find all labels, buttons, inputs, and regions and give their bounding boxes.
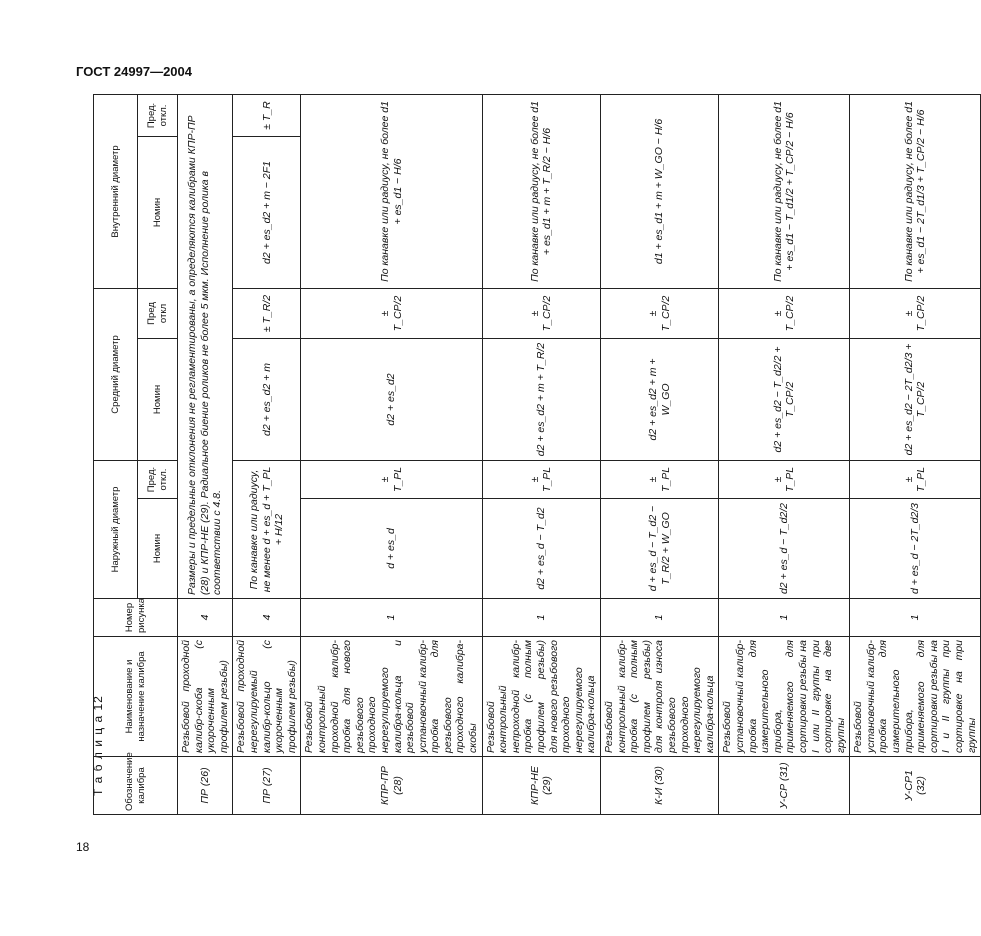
col-inner: Внутренний диаметр xyxy=(94,94,138,288)
cell-inner-nom: По канавке или радиусу, не более d1 + es_d1 − H/6 xyxy=(301,94,482,288)
cell-name: Резьбовой проходной калибр-скоба (с укороченным профилем резьбы) xyxy=(178,637,233,757)
cell-mid-tol: ± T_CP/2 xyxy=(301,288,482,338)
document-header: ГОСТ 24997—2004 xyxy=(76,64,192,79)
gauge-table xyxy=(93,94,981,815)
cell-inner-tol: ± T_R xyxy=(233,94,301,136)
cell-outer-tol: ± T_PL xyxy=(482,460,600,498)
header-row-1 xyxy=(94,94,138,814)
table-caption: Т а б л и ц а 12 xyxy=(91,695,105,796)
col-inner-nom: Номин xyxy=(138,136,178,288)
table-row xyxy=(233,94,301,814)
cell-inner-nom: d2 + es_d2 + m − 2F1 xyxy=(233,136,301,288)
col-figure: Номер рисунка xyxy=(94,599,178,637)
cell-designation: К-И (30) xyxy=(601,757,719,815)
cell-outer-nom: d2 + es_d − T_d2 xyxy=(482,499,600,599)
col-name: Наименование и назначение калибра xyxy=(94,637,178,757)
cell-mid-nom: d2 + es_d2 + m xyxy=(233,338,301,460)
col-outer-tol: Пред. откл. xyxy=(138,460,178,498)
col-middle: Средний диаметр xyxy=(94,288,138,460)
cell-designation: У-СР (31) xyxy=(719,757,850,815)
table-row xyxy=(301,94,482,814)
cell-outer-nom: d + es_d xyxy=(301,499,482,599)
table-row xyxy=(482,94,600,814)
col-inner-tol: Пред. откл. xyxy=(138,94,178,136)
cell-mid-nom: d2 + es_d2 + m + W_GO xyxy=(601,338,719,460)
cell-figure: 1 xyxy=(482,599,600,637)
cell-figure: 1 xyxy=(850,599,981,637)
cell-figure: 4 xyxy=(233,599,301,637)
cell-designation: КПР-НЕ (29) xyxy=(482,757,600,815)
cell-name: Резьбовой установочный калибр-пробка для измерительного прибора, применяемого для сортировки резьбы на I и II группы при сортировке на три группы xyxy=(850,637,981,757)
cell-mid-tol: ± T_R/2 xyxy=(233,288,301,338)
table-container xyxy=(93,95,978,815)
cell-mid-tol: ± T_CP/2 xyxy=(601,288,719,338)
cell-mid-tol: ± T_CP/2 xyxy=(719,288,850,338)
table-row xyxy=(178,94,233,814)
cell-outer-tol: ± T_PL xyxy=(850,460,981,498)
cell-mid-tol: ± T_CP/2 xyxy=(482,288,600,338)
cell-outer-nom: По канавке или радиусу, не менее d + es_d + T_PL + H/12 xyxy=(233,460,301,598)
cell-outer-tol: ± T_PL xyxy=(301,460,482,498)
cell-inner-nom: d1 + es_d1 + m + W_GO − H/6 xyxy=(601,94,719,288)
cell-name: Резьбовой установочный калибр-пробка для измерительного прибора, применяемого для сортировки резьбы на I или II группы при сортировке на две группы xyxy=(719,637,850,757)
table-row xyxy=(601,94,719,814)
cell-figure: 4 xyxy=(178,599,233,637)
cell-designation: ПР (26) xyxy=(178,757,233,815)
cell-mid-nom: d2 + es_d2 + m + T_R/2 xyxy=(482,338,600,460)
col-outer: Наружный диаметр xyxy=(94,460,138,598)
cell-figure: 1 xyxy=(601,599,719,637)
page-number: 18 xyxy=(76,840,90,854)
cell-name: Резьбовой контрольный непроходной калибр-пробка (с полным профилем резьбы) для нового резьбового проходного нерегулируемого калибра-кольца xyxy=(482,637,600,757)
cell-inner-nom: По канавке или радиусу, не более d1 + es_d1 − T_d1/2 + T_CP/2 − H/6 xyxy=(719,94,850,288)
cell-designation: У-СР1 (32) xyxy=(850,757,981,815)
col-mid-tol: Пред откл xyxy=(138,288,178,338)
cell-outer-tol: ± T_PL xyxy=(719,460,850,498)
col-outer-nom: Номин xyxy=(138,499,178,599)
table-row xyxy=(850,94,981,814)
cell-name: Резьбовой проходной нерегулируемый калибр-кольцо (с укороченным профилем резьбы) xyxy=(233,637,301,757)
cell-designation: ПР (27) xyxy=(233,757,301,815)
cell-outer-nom: d + es_d − T_d2 − T_R/2 + W_GO xyxy=(601,499,719,599)
cell-name: Резьбовой контрольный проходной калибр-пробка для нового резьбового проходного нерегулируемого калибра-кольца и резьбовой установочный калибр-пробка для резьбового проходного калибра-скобы xyxy=(301,637,482,757)
cell-figure: 1 xyxy=(719,599,850,637)
cell-outer-tol: ± T_PL xyxy=(601,460,719,498)
cell-mid-tol: ± T_CP/2 xyxy=(850,288,981,338)
cell-name: Резьбовой контрольный калибр-пробка (с полным профилем резьбы) для контроля износа резьбового проходного нерегулируемого калибра-кольца xyxy=(601,637,719,757)
cell-mid-nom: d2 + es_d2 xyxy=(301,338,482,460)
col-designation: Обозначение калибра xyxy=(94,757,178,815)
cell-inner-nom: По канавке или радиусу, не более d1 + es_d1 + m + T_R/2 − H/6 xyxy=(482,94,600,288)
cell-merged-note: Размеры и предельные отклонения не регламентированы, а определяются калибрами КПР-ПР (28) и КПР-НЕ (29). Радиальное биение роликов не более 5 мкм. Исполнение ролика в соответствии с 4.8. xyxy=(178,94,233,598)
cell-outer-nom: d + es_d − 2T_d2/3 xyxy=(850,499,981,599)
cell-mid-nom: d2 + es_d2 − T_d2/2 + T_CP/2 xyxy=(719,338,850,460)
cell-designation: КПР-ПР (28) xyxy=(301,757,482,815)
cell-figure: 1 xyxy=(301,599,482,637)
cell-mid-nom: d2 + es_d2 − 2T_d2/3 + T_CP/2 xyxy=(850,338,981,460)
table-row xyxy=(719,94,850,814)
col-mid-nom: Номин xyxy=(138,338,178,460)
cell-inner-nom: По канавке или радиусу, не более d1 + es_d1 − 2T_d1/3 + T_CP/2 − H/6 xyxy=(850,94,981,288)
cell-outer-nom: d2 + es_d − T_d2/2 xyxy=(719,499,850,599)
